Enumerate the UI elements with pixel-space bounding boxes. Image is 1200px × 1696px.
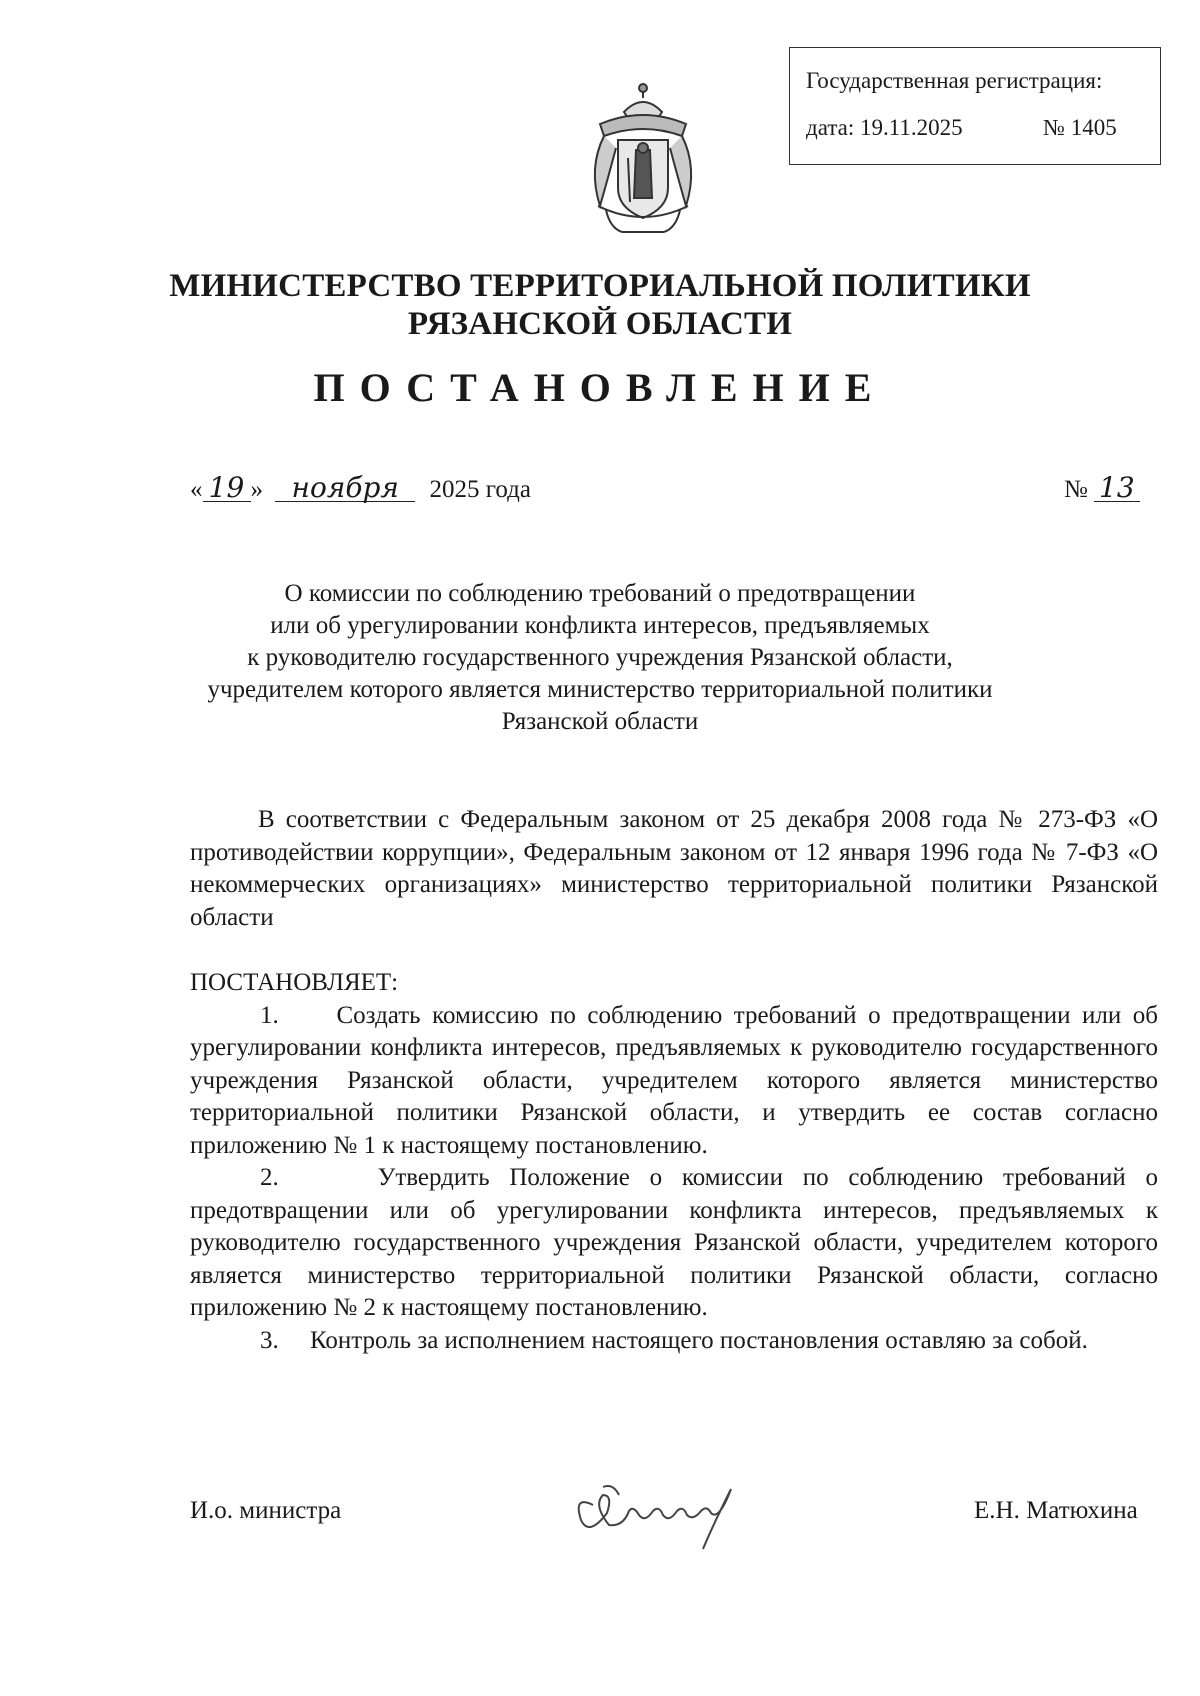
date-open-quote: « xyxy=(190,476,203,503)
registration-number: № 1405 xyxy=(1043,115,1117,140)
list-item-text: Утвердить Положение о комиссии по соблюдению требований о предотвращении или об урегулировании конфликта интересов, предъявляемых к руководителю государственного учреждения Рязанской области, учредителем которого является министерство территориальной политики Рязанской области, согласно приложению № 2 к настоящему постановлению. xyxy=(190,1164,1158,1321)
coat-of-arms-emblem xyxy=(578,78,708,242)
list-item xyxy=(190,1000,1158,1163)
preamble-paragraph: В соответствии с Федеральным законом от 25 декабря 2008 года № 273-ФЗ «О противодействии коррупции», Федеральным законом от 12 января 1996 года № 7-ФЗ «О некоммерческих организациях» министерство территориальной политики Рязанской области xyxy=(190,806,1158,931)
list-item-number: 2. xyxy=(260,1164,279,1191)
list-item-text: Создать комиссию по соблюдению требований о предотвращении или об урегулировании конфликта интересов, предъявляемых к руководителю государственного учреждения Рязанской области, учредителем которого является министерство территориальной политики Рязанской области, и утвердить ее состав согласно приложению № 1 к настоящему постановлению. xyxy=(190,1001,1159,1159)
signatory-position: И.о. министра xyxy=(190,1497,342,1524)
date-year: 2025 года xyxy=(429,476,531,503)
subject-line: к руководителю государственного учреждения Рязанской области, xyxy=(247,644,953,671)
handwritten-month: ноября xyxy=(275,475,415,502)
document-number xyxy=(1064,471,1140,504)
list-item xyxy=(190,1325,1158,1358)
resolves-keyword: ПОСТАНОВЛЯЕТ: xyxy=(190,969,399,996)
document-subject xyxy=(160,578,1040,738)
subject-line: О комиссии по соблюдению требований о предотвращении xyxy=(284,580,916,607)
list-item-number: 1. xyxy=(260,1001,279,1029)
subject-line: Рязанской области xyxy=(501,708,699,735)
organization-name-line2: РЯЗАНСКОЙ ОБЛАСТИ xyxy=(407,306,793,342)
handwritten-signature xyxy=(563,1465,748,1555)
registration-date: дата: 19.11.2025 xyxy=(806,115,963,140)
date-close-quote: » xyxy=(250,476,263,503)
handwritten-number: 13 xyxy=(1094,475,1140,502)
organization-name-line1: МИНИСТЕРСТВО ТЕРРИТОРИАЛЬНОЙ ПОЛИТИКИ xyxy=(169,268,1031,304)
document-type-title: ПОСТАНОВЛЕНИЕ xyxy=(313,365,887,410)
registration-stamp xyxy=(789,47,1161,165)
signatory-name: Е.Н. Матюхина xyxy=(974,1497,1138,1524)
handwritten-day: 19 xyxy=(203,475,251,502)
list-item-text: Контроль за исполнением настоящего постановления оставляю за собой. xyxy=(310,1326,1088,1354)
list-item-number: 3. xyxy=(260,1326,279,1354)
resolution-section xyxy=(190,967,1158,1357)
subject-line: или об урегулировании конфликта интересов, предъявляемых xyxy=(270,612,930,639)
document-date xyxy=(190,471,531,504)
subject-line: учредителем которого является министерство территориальной политики xyxy=(207,676,993,703)
list-item xyxy=(190,1162,1158,1325)
registration-title: Государственная регистрация: xyxy=(806,68,1103,93)
number-prefix: № xyxy=(1064,476,1088,503)
